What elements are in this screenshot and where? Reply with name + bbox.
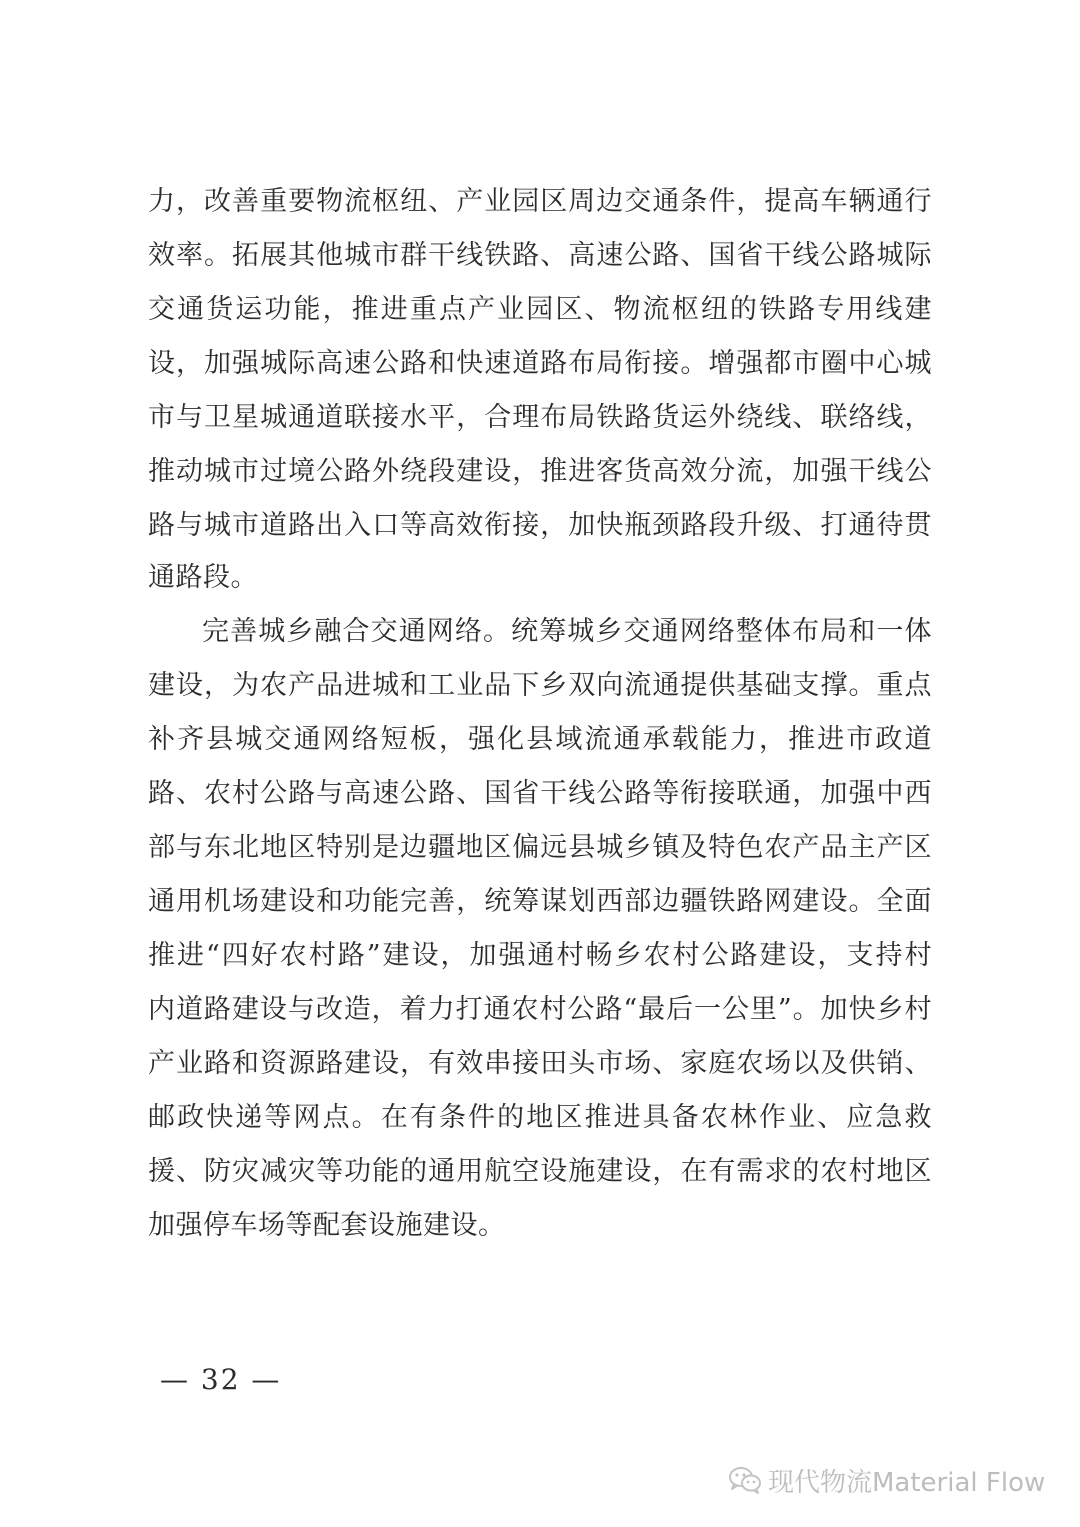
paragraph-line: 通用机场建设和功能完善，统筹谋划西部边疆铁路网建设。全面 <box>148 886 932 917</box>
paragraph-line: 效率。拓展其他城市群干线铁路、高速公路、国省干线公路城际 <box>148 240 932 271</box>
paragraph-line: 内道路建设与改造，着力打通农村公路“最后一公里”。加快乡村 <box>148 994 932 1025</box>
paragraph-line: 设，加强城际高速公路和快速道路布局衔接。增强都市圈中心城 <box>148 348 932 379</box>
paragraph-line: 通路段。 <box>148 562 258 593</box>
paragraph-line: 产业路和资源路建设，有效串接田头市场、家庭农场以及供销、 <box>148 1048 932 1079</box>
wechat-icon <box>728 1465 762 1495</box>
paragraph-line: 邮政快递等网点。在有条件的地区推进具备农林作业、应急救 <box>148 1102 932 1133</box>
watermark-text: 现代物流Material Flow <box>768 1467 1046 1498</box>
paragraph-line: 建设，为农产品进城和工业品下乡双向流通提供基础支撑。重点 <box>148 670 932 701</box>
watermark <box>728 1460 1045 1500</box>
paragraph-line: 加强停车场等配套设施建设。 <box>148 1210 506 1241</box>
paragraph-line: 交通货运功能，推进重点产业园区、物流枢纽的铁路专用线建 <box>148 294 932 325</box>
paragraph-line: 路与城市道路出入口等高效衔接，加快瓶颈路段升级、打通待贯 <box>148 510 932 541</box>
paragraph-line: 部与东北地区特别是边疆地区偏远县城乡镇及特色农产品主产区 <box>148 832 932 863</box>
paragraph-line: 援、防灾减灾等功能的通用航空设施建设，在有需求的农村地区 <box>148 1156 932 1187</box>
paragraph-heading-line: 完善城乡融合交通网络。统筹城乡交通网络整体布局和一体 <box>202 616 932 647</box>
paragraph-line: 推动城市过境公路外绕段建设，推进客货高效分流，加强干线公 <box>148 456 932 487</box>
paragraph-line: 路、农村公路与高速公路、国省干线公路等衔接联通，加强中西 <box>148 778 932 809</box>
paragraph-line: 推进“四好农村路”建设，加强通村畅乡农村公路建设，支持村 <box>148 940 932 971</box>
page-number: — 32 — <box>160 1363 282 1396</box>
paragraph-line: 力，改善重要物流枢纽、产业园区周边交通条件，提高车辆通行 <box>148 186 932 217</box>
paragraph-line: 市与卫星城通道联接水平，合理布局铁路货运外绕线、联络线， <box>148 402 932 433</box>
paragraph-line: 补齐县城交通网络短板，强化县域流通承载能力，推进市政道 <box>148 724 932 755</box>
